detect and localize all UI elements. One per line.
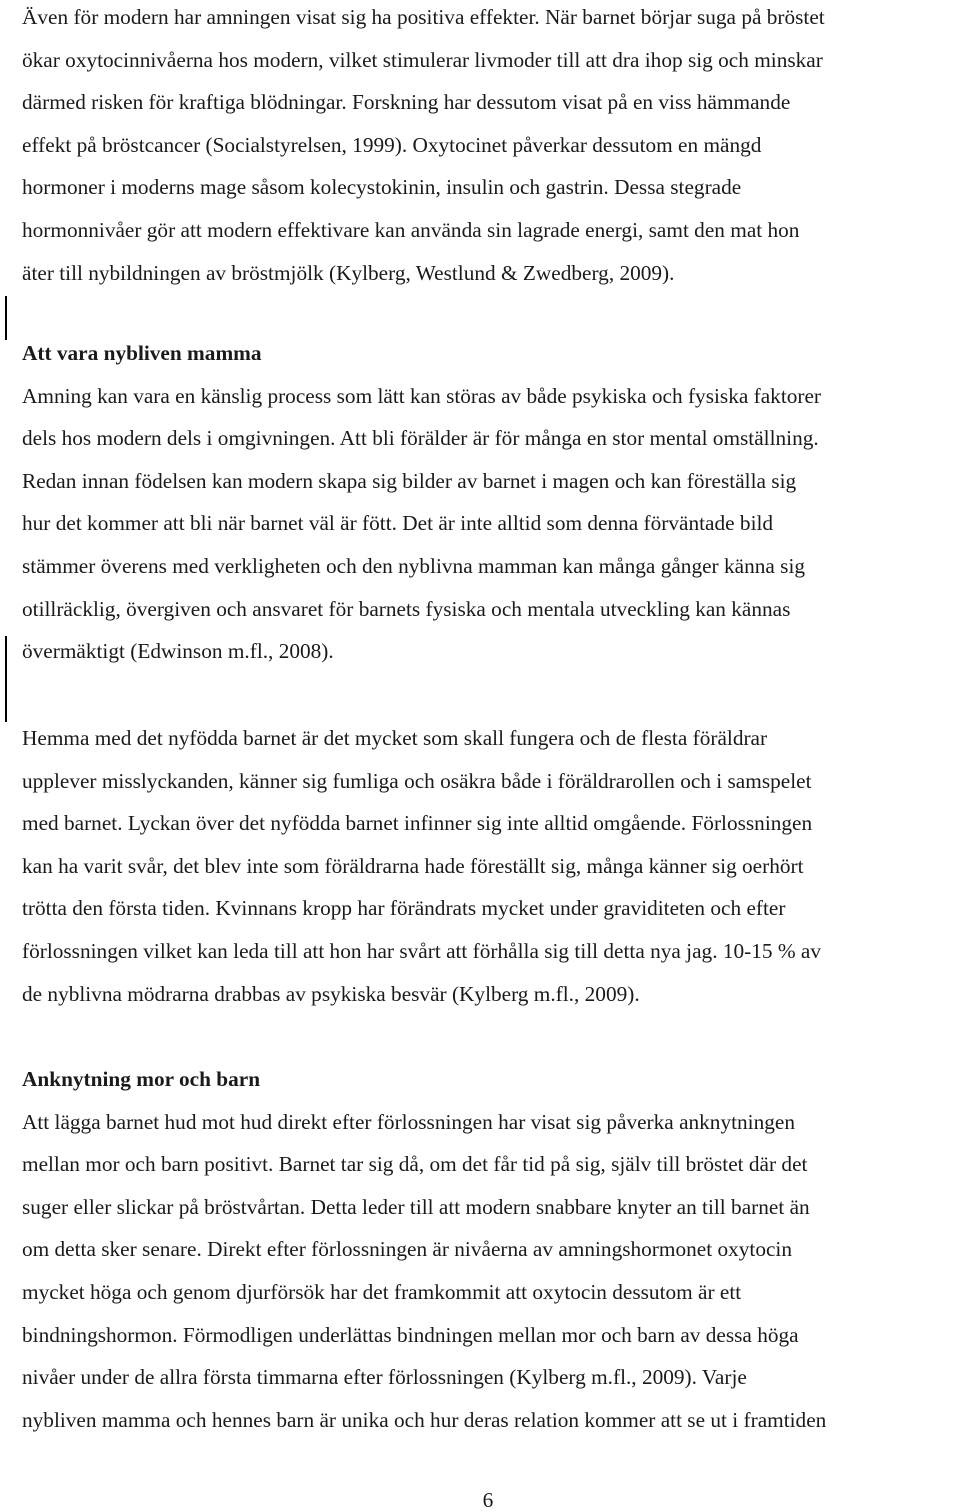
text-line: stämmer överens med verkligheten och den nyblivna mamman kan många gånger känna sig [22,553,806,578]
text-line: hormonnivåer gör att modern effektivare kan använda sin lagrade energi, samt den mat hon [22,217,800,242]
text-line: hormoner i moderns mage såsom kolecystokinin, insulin och gastrin. Dessa stegrade [22,175,742,200]
text-line: Även för modern har amningen visat sig ha positiva effekter. När barnet börjar suga på bröstet [22,5,825,29]
text-line: nybliven mamma och hennes barn är unika och hur deras relation kommer att se ut i framtiden [22,1407,827,1432]
text-line: Att lägga barnet hud mot hud direkt efter förlossningen har visat sig påverka anknytningen [22,1109,795,1134]
text-line: hur det kommer att bli när barnet väl är fött. Det är inte alltid som denna förväntade bild [22,511,774,536]
section-attachment [22,1058,826,1441]
text-line: bindningshormon. Förmodligen underlättas bindningen mellan mor och barn av dessa höga [22,1322,799,1347]
text-line: äter till nybildningen av bröstmjölk (Kylberg, Westlund & Zwedberg, 2009). [22,260,675,285]
text-line: förlossningen vilket kan leda till att hon har svårt att förhålla sig till detta nya jag. 10-15 % av [22,938,822,963]
text-line: effekt på bröstcancer (Socialstyrelsen, 1999). Oxytocinet påverkar dessutom en mängd [22,132,762,157]
text-line: Hemma med det nyfödda barnet är det mycket som skall fungera och de flesta föräldrar [22,726,768,750]
text-line: trötta den första tiden. Kvinnans kropp har förändrats mycket under graviditeten och efter [22,896,786,921]
text-line: otillräcklig, övergiven och ansvaret för barnets fysiska och mentala utveckling kan kännas [22,596,791,621]
text-line: övermäktigt (Edwinson m.fl., 2008). [22,639,334,664]
text-line: mycket höga och genom djurförsök har det framkommit att oxytocin dessutom är ett [22,1279,742,1304]
revision-change-bar [5,296,7,340]
section-heading: Att vara nybliven mamma [22,341,262,365]
section-heading: Anknytning mor och barn [22,1067,261,1091]
text-line: upplever misslyckanden, känner sig fumliga och osäkra både i föräldrarollen och i samspelet [22,768,812,793]
text-line: med barnet. Lyckan över det nyfödda barnet infinner sig inte alltid omgående. Förlossningen [22,811,813,836]
text-line: dels hos modern dels i omgivningen. Att bli förälder är för många en stor mental omställning. [22,426,819,451]
paragraph-breastfeeding-effects [22,0,825,294]
text-line: ökar oxytocinnivåerna hos modern, vilket stimulerar livmoder till att dra ihop sig och minskar [22,47,823,72]
page-number: 6 [482,1488,494,1512]
revision-change-bar [5,636,7,722]
text-line: därmed risken för kraftiga blödningar. Forskning har dessutom visat på en viss hämmande [22,90,791,115]
text-line: Amning kan vara en känslig process som lätt kan störas av både psykiska och fysiska faktorer [22,383,822,408]
text-line: mellan mor och barn positivt. Barnet tar sig då, om det får tid på sig, själv till bröstet där det [22,1152,808,1177]
text-line: de nyblivna mödrarna drabbas av psykiska besvär (Kylberg m.fl., 2009). [22,981,640,1006]
text-line: suger eller slickar på bröstvårtan. Detta leder till att modern snabbare knyter an till barnet än [22,1194,810,1219]
text-line: om detta sker senare. Direkt efter förlossningen är nivåerna av amningshormonet oxytocin [22,1237,792,1262]
paragraph-at-home [22,717,821,1015]
text-line: kan ha varit svår, det blev inte som föräldrarna hade föreställt sig, många känner sig oerhört [22,853,804,878]
text-line: Redan innan födelsen kan modern skapa sig bilder av barnet i magen och kan föreställa sig [22,468,797,493]
text-line: nivåer under de allra första timmarna efter förlossningen (Kylberg m.fl., 2009). Varje [22,1365,747,1390]
section-new-mother [22,332,821,673]
